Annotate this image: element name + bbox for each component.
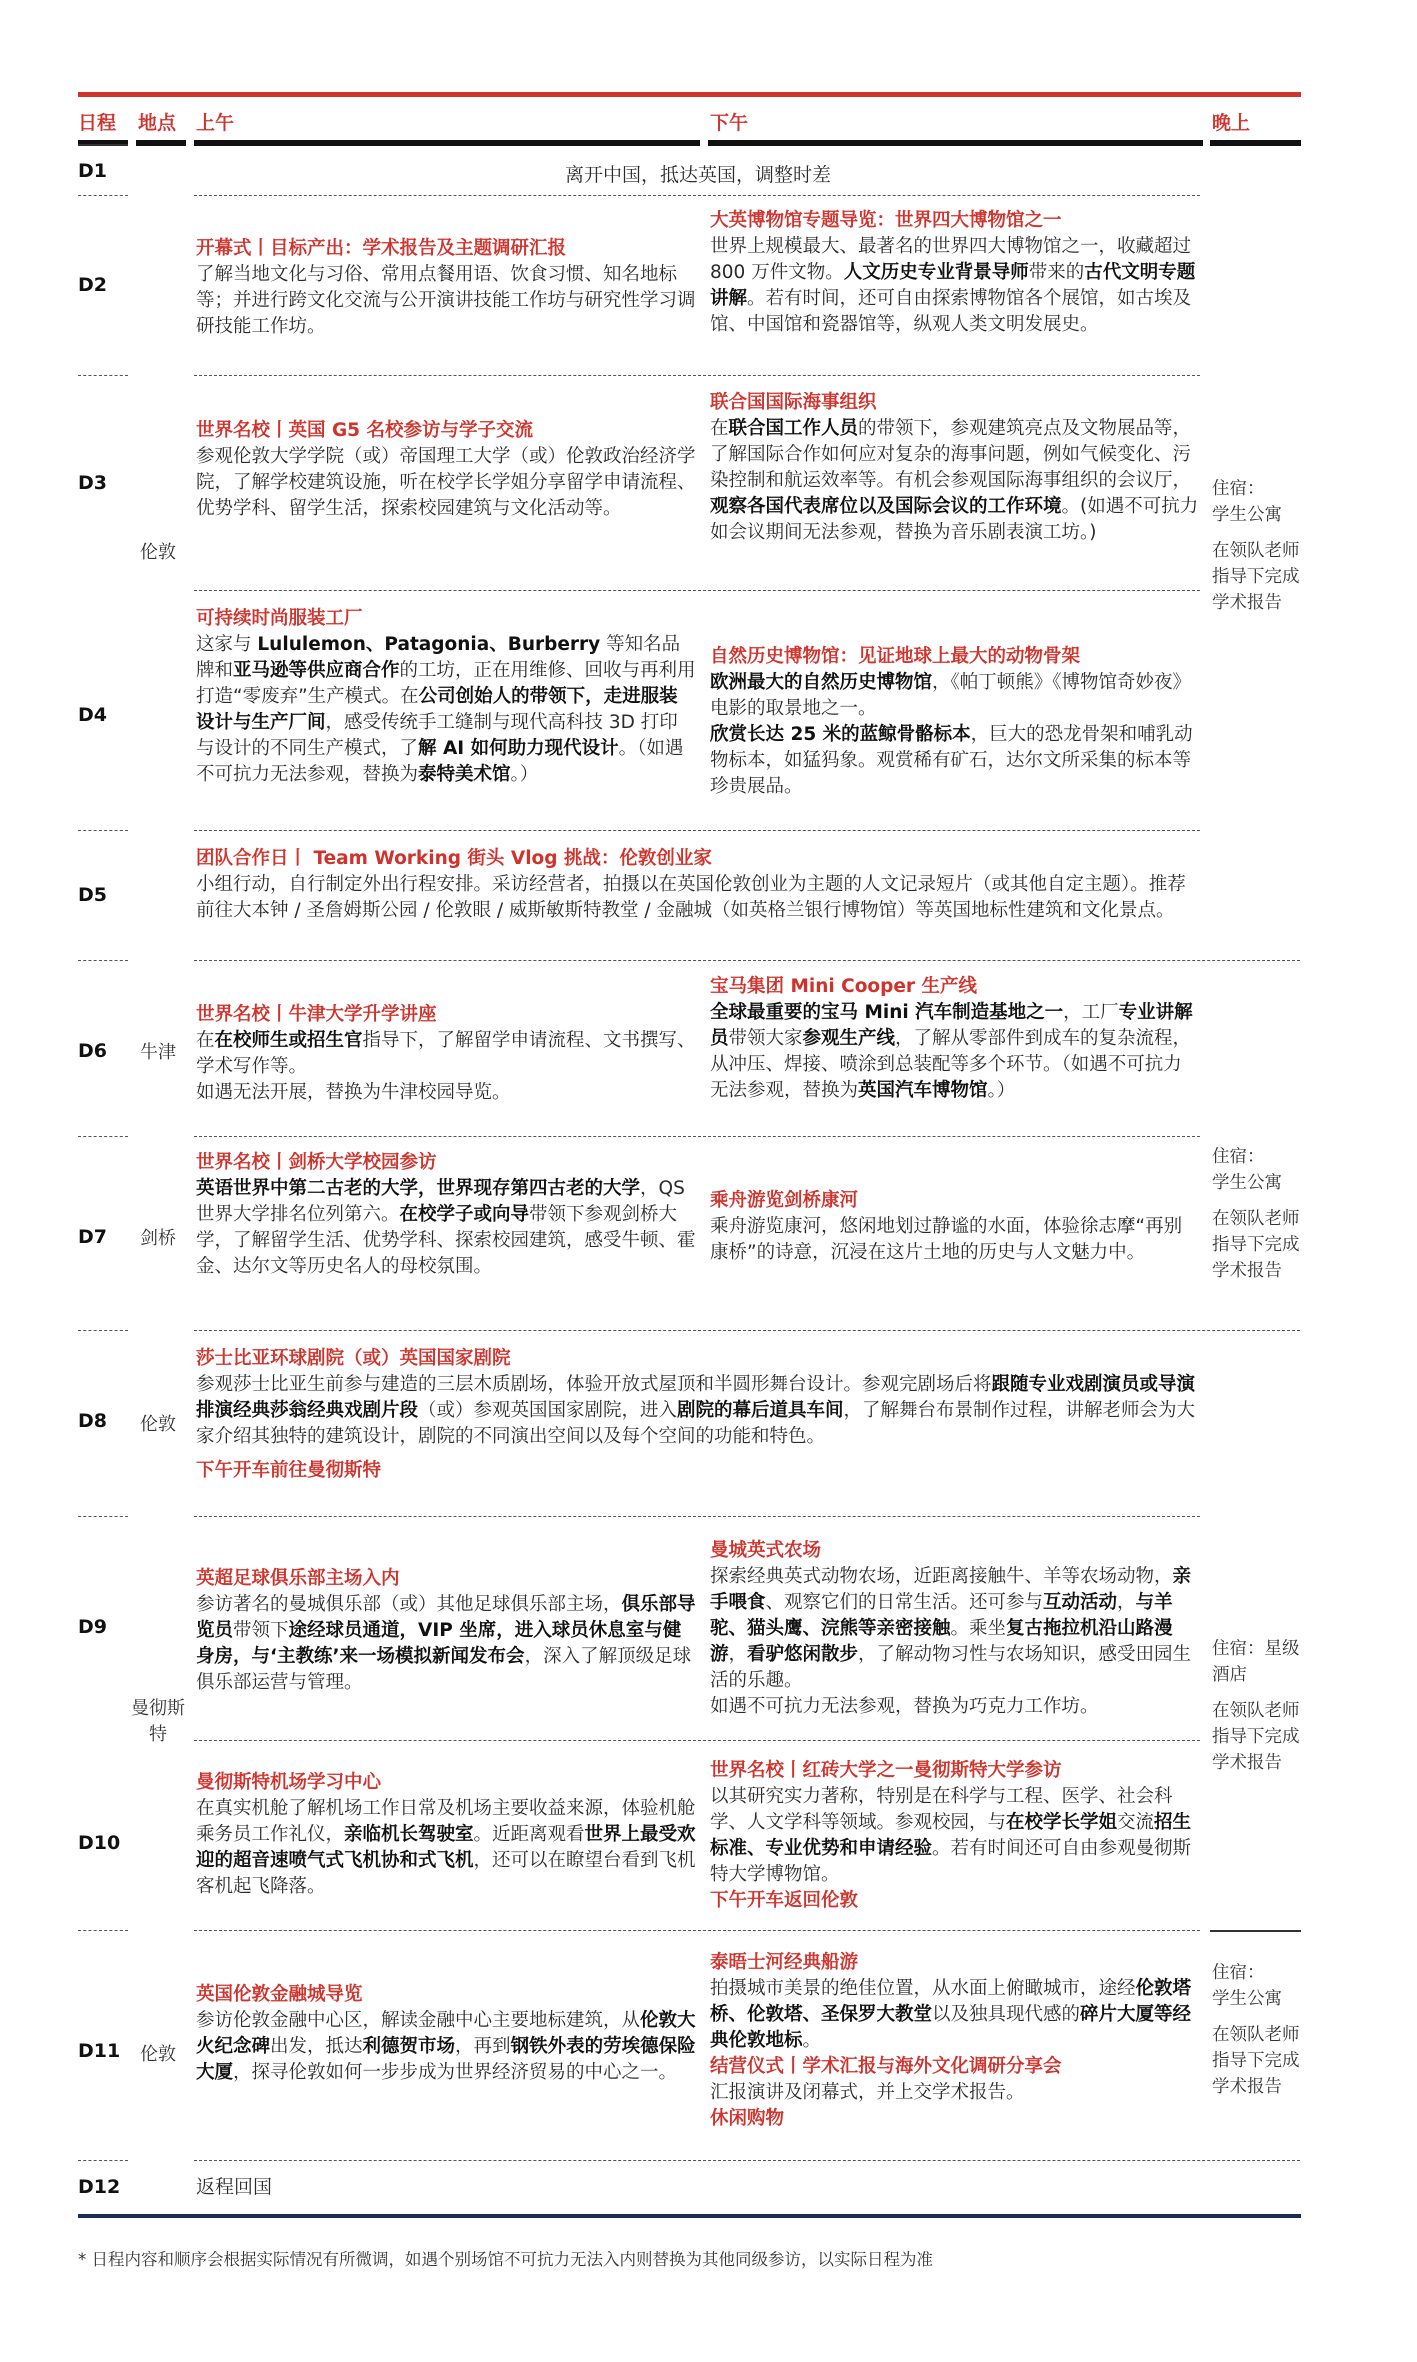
activity-text: 如遇不可抗力无法参观，替换为巧克力工作坊。 (710, 1696, 1099, 1717)
d2-afternoon (710, 208, 1200, 338)
lodging-label: 住宿： (1212, 1963, 1265, 1983)
row-separator (78, 1930, 128, 1931)
place-oxford: 牛津 (140, 1042, 176, 1063)
activity-text: 出发，抵达 (270, 2036, 363, 2057)
activity-text: 在 (196, 1030, 215, 1051)
d6-morning (196, 1002, 696, 1106)
highlight: 互动活动 (1043, 1592, 1118, 1613)
header-evening: 晚上 (1212, 112, 1251, 134)
header-rule (194, 140, 700, 146)
day-label: D7 (78, 1226, 107, 1248)
row-separator (194, 195, 1200, 196)
highlight: 参观生产线 (802, 1028, 896, 1049)
activity-title: 休闲购物 (710, 2108, 785, 2129)
d11-afternoon (710, 1950, 1200, 2132)
place-london: 伦敦 (140, 2044, 176, 2065)
highlight: 泰特美术馆 (418, 764, 511, 785)
d6-afternoon (710, 974, 1200, 1104)
highlight: 在校学子或向导 (399, 1204, 530, 1225)
activity-text: 以其研究实力著称，特别是在科学与工程、医学、社会科学、人文学科等领域。参观校园，与 (710, 1786, 1173, 1833)
activity-text: ， (728, 1644, 748, 1665)
day-label: D4 (78, 704, 107, 726)
day1-text: 离开中国，抵达英国，调整时差 (564, 164, 831, 186)
activity-text: ， (1117, 1592, 1136, 1613)
d4-morning (196, 606, 696, 788)
row-separator (78, 1136, 128, 1137)
activity-title: 团队合作日丨 Team Working 街头 Vlog 挑战：伦敦创业家 (196, 848, 712, 869)
activity-text: 在真实机舱了解机场工作日常及机场主要收益来源，体验机舱乘务员工作礼仪， (196, 1798, 696, 1845)
lodging-value: 学生公寓 (1212, 1173, 1282, 1193)
lodging-label: 住宿： (1212, 1147, 1265, 1167)
d7-morning (196, 1150, 696, 1280)
highlight: 看驴悠闲散步 (747, 1644, 859, 1665)
highlight: 亚马逊等供应商合作 (233, 660, 400, 681)
activity-text: 如遇无法开展，替换为牛津校园导览。 (196, 1082, 511, 1103)
highlight: 复古拖拉机沿山路漫游 (710, 1618, 1173, 1665)
row-separator (78, 195, 128, 196)
row-separator (194, 2160, 1300, 2161)
row-separator (194, 375, 1200, 376)
activity-text: 拍摄城市美景的绝佳位置，从水面上俯瞰城市，途经 (710, 1978, 1136, 1999)
highlight: 在校师生或招生官 (214, 1030, 363, 1051)
row-separator (78, 375, 128, 376)
day-label: D2 (78, 274, 107, 296)
highlight: 英国汽车博物馆 (858, 1080, 988, 1101)
activity-title: 乘舟游览剑桥康河 (710, 1190, 859, 1211)
activity-text: 乘舟游览康河，悠闲地划过静谧的水面，体验徐志摩“再别康桥”的诗意，沉浸在这片土地的历史与人文魅力中。 (710, 1216, 1183, 1263)
highlight: Lululemon、Patagonia、Burberry (257, 634, 601, 655)
activity-text: 世界上规模最大、最著名的世界四大博物馆之一，收藏超过 800 万件文物。 (710, 236, 1192, 283)
lodging-value: 学生公寓 (1212, 1989, 1282, 2009)
activity-text: ，QS 世界大学排名位列第六。 (196, 1178, 685, 1225)
activity-text: 这家与 (196, 634, 258, 655)
highlight: 古代文明专题讲解 (710, 262, 1196, 309)
header-morning: 上午 (196, 112, 235, 134)
day-label: D5 (78, 884, 107, 906)
row-separator (194, 960, 1300, 961)
row-separator (194, 1136, 1200, 1137)
activity-title: 英超足球俱乐部主场入内 (196, 1568, 400, 1589)
header-rule (708, 140, 1203, 146)
highlight: 公司创始人的带领下，走进服装设计与生产厂间 (196, 686, 678, 733)
evening-note (1212, 1960, 1302, 2100)
d11-morning (196, 1982, 696, 2086)
d9-afternoon (710, 1538, 1200, 1720)
activity-text: 。） (987, 1080, 1016, 1101)
row-separator (78, 830, 128, 831)
highlight: 专业讲解员 (710, 1002, 1193, 1049)
activity-title: 宝马集团 Mini Cooper 生产线 (710, 976, 977, 997)
d3-morning (196, 418, 696, 522)
d7-afternoon (710, 1188, 1200, 1266)
highlight: 英语世界中第二古老的大学，世界现存第四古老的大学 (196, 1178, 641, 1199)
activity-text: 小组行动，自行制定外出行程安排。采访经营者，拍摄以在英国伦敦创业为主题的人文记录短片（或其他自定主题）。推荐前往大本钟 / 圣詹姆斯公园 / 伦敦眼 / 威斯敏斯特教堂 / 金融城（如英格兰银行博物馆）等英国地标性建筑和文化景点。 (196, 874, 1186, 921)
d9-morning (196, 1566, 696, 1696)
row-separator (194, 1330, 1300, 1331)
lodging-value: 学生公寓 (1212, 505, 1282, 525)
evening-task: 在领队老师指导下完成学术报告 (1212, 1701, 1300, 1773)
lodging-label: 住宿：星级酒店 (1212, 1639, 1300, 1685)
highlight: 亲手喂食 (710, 1566, 1192, 1613)
activity-text: 。近距离观看 (473, 1824, 585, 1845)
activity-text: 等知名品牌和 (196, 634, 681, 681)
lodging-label: 住宿： (1212, 479, 1265, 499)
activity-text: 。(如遇不可抗力如会议期间无法参观，替换为音乐剧表演工坊。) (710, 496, 1199, 543)
highlight: 伦敦塔桥、伦敦塔、圣保罗大教堂 (710, 1978, 1192, 2025)
activity-text: ，还可以在瞭望台看到飞机客机起飞降落。 (196, 1850, 696, 1897)
header-rule (136, 140, 186, 146)
activity-text: ，深入了解顶级足球俱乐部运营与管理。 (196, 1646, 692, 1693)
activity-text: ，探寻伦敦如何一步步成为世界经济贸易的中心之一。 (233, 2062, 678, 2083)
activity-text: 带领大家 (728, 1028, 803, 1049)
place-manchester: 曼彻斯特 (131, 1698, 185, 1745)
row-separator (78, 1516, 128, 1517)
activity-title: 开幕式丨目标产出：学术报告及主题调研汇报 (196, 238, 567, 259)
day-label: D11 (78, 2040, 121, 2062)
highlight: 欣赏长达 25 米的蓝鲸骨骼标本 (710, 724, 971, 745)
highlight: 途经球员通道，VIP 坐席，进入球员休息室与健身房，与‘主教练’来一场模拟新闻发布会 (196, 1620, 682, 1667)
activity-title: 曼城英式农场 (710, 1540, 822, 1561)
activity-text: （或）参观英国国家剧院，进入 (418, 1400, 678, 1421)
day-label: D6 (78, 1040, 107, 1062)
place-london: 伦敦 (140, 1414, 176, 1435)
activity-text: 探索经典英式动物农场，近距离接触牛、羊等农场动物， (710, 1566, 1173, 1587)
highlight: 世界上最受欢迎的超音速喷气式飞机协和式飞机 (196, 1824, 696, 1871)
highlight: 钢铁外表的劳埃德保险大厦 (196, 2036, 696, 2083)
activity-text: 的工坊，正在用维修、回收与再利用打造“零废弃”生产模式。在 (196, 660, 696, 707)
header-place: 地点 (138, 112, 177, 134)
header-day: 日程 (78, 112, 117, 134)
d5-content (196, 846, 1201, 924)
d3-afternoon (710, 390, 1200, 546)
row-rule (78, 144, 128, 146)
row-separator (194, 590, 1200, 591)
activity-text: 汇报演讲及闭幕式，并上交学术报告。 (710, 2082, 1025, 2103)
activity-text: 带领下 (233, 1620, 289, 1641)
activity-title: 世界名校丨英国 G5 名校参访与学子交流 (196, 420, 533, 441)
bottom-rule (78, 2214, 1301, 2218)
row-separator (194, 1930, 1200, 1931)
highlight: 俱乐部导览员 (196, 1594, 696, 1641)
row-separator (194, 1516, 1200, 1517)
highlight: 与羊驼、猫头鹰、浣熊等亲密接触 (710, 1592, 1173, 1639)
activity-title: 大英博物馆专题导览：世界四大博物馆之一 (710, 210, 1062, 231)
d8-content (196, 1346, 1201, 1484)
highlight: 人文历史专业背景导师 (843, 262, 1029, 283)
highlight: 跟随专业戏剧演员或导演排演经典莎翁经典戏剧片段 (196, 1374, 1196, 1421)
row-separator (194, 830, 1200, 831)
activity-text: 。（如遇不可抗力无法参观，替换为 (196, 738, 684, 785)
highlight: 全球最重要的宝马 Mini 汽车制造基地之一 (710, 1002, 1064, 1023)
activity-title: 世界名校丨剑桥大学校园参访 (196, 1152, 437, 1173)
activity-text: 在 (710, 418, 729, 439)
activity-title: 英国伦敦金融城导览 (196, 1984, 363, 2005)
activity-title: 泰晤士河经典船游 (710, 1952, 859, 1973)
evening-note (1212, 1636, 1302, 1776)
top-accent-bar (78, 92, 1301, 97)
activity-title: 联合国国际海事组织 (710, 392, 877, 413)
d10-afternoon (710, 1758, 1200, 1914)
activity-title: 结营仪式丨学术汇报与海外文化调研分享会 (710, 2056, 1062, 2077)
activity-text: ，了解从零部件到成车的复杂流程，从冲压、焊接、喷涂到总装配等多个环节。（如遇不可抗力无法参观，替换为 (710, 1028, 1192, 1101)
activity-text: 参观莎士比亚生前参与建造的三层木质剧场，体验开放式屋顶和半圆形舞台设计。参观完剧场后将 (196, 1374, 992, 1395)
header-rule (1210, 140, 1301, 146)
activity-text: 参观伦敦大学学院（或）帝国理工大学（或）伦敦政治经济学院，了解学校建筑设施，听在校学长学姐分享留学申请流程、优势学科、留学生活，探索校园建筑与文化活动等。 (196, 446, 696, 519)
highlight: 招生标准、专业优势和申请经验 (710, 1812, 1192, 1859)
evening-task: 在领队老师指导下完成学术报告 (1212, 2025, 1300, 2097)
transfer-note: 下午开车前往曼彻斯特 (196, 1460, 382, 1481)
activity-text: 、观察它们的日常生活。还可参与 (765, 1592, 1044, 1613)
activity-title: 曼彻斯特机场学习中心 (196, 1772, 382, 1793)
d2-morning (196, 236, 696, 340)
day-label: D8 (78, 1410, 107, 1432)
activity-text: 带来的 (1028, 262, 1085, 283)
row-separator (194, 1740, 1200, 1741)
day-label: D12 (78, 2176, 121, 2198)
activity-text: 。 (802, 2030, 822, 2051)
activity-text: 的带领下，参观建筑亮点及文物展品等，了解国际合作如何应对复杂的海事问题，例如气候变化、污染控制和航运效率等。有机会参观国际海事组织的会议厅， (710, 418, 1192, 491)
day-label: D1 (78, 160, 107, 182)
day-label: D3 (78, 472, 107, 494)
activity-text: ，感受传统手工缝制与现代高科技 3D 打印与设计的不同生产模式，了 (196, 712, 678, 759)
highlight: 解 AI 如何助力现代设计 (418, 738, 619, 759)
evening-task: 在领队老师指导下完成学术报告 (1212, 541, 1300, 613)
d4-afternoon (710, 644, 1200, 800)
activity-text: 交流 (1117, 1812, 1155, 1833)
activity-text: 参访伦敦金融中心区，解读金融中心主要地标建筑，从 (196, 2010, 641, 2031)
row-separator (78, 2160, 128, 2161)
evening-note (1212, 476, 1302, 616)
activity-title: 世界名校丨牛津大学升学讲座 (196, 1004, 437, 1025)
activity-text: 。若有时间，还可自由探索博物馆各个展馆，如古埃及馆、中国馆和瓷器馆等，纵观人类文明发展史。 (710, 288, 1192, 335)
activity-title: 可持续时尚服装工厂 (196, 608, 363, 629)
row-rule (1210, 1930, 1301, 1932)
day-label: D9 (78, 1616, 107, 1638)
activity-text: ，了解舞台布景制作过程，讲解老师会为大家介绍其独特的建筑设计，剧院的不同演出空间以及每个空间的功能和特色。 (196, 1400, 1196, 1447)
highlight: 剧院的幕后道具车间 (677, 1400, 844, 1421)
activity-title: 世界名校丨红砖大学之一曼彻斯特大学参访 (710, 1760, 1062, 1781)
activity-text: 带领下参观剑桥大学，了解留学生活、优势学科、探索校园建筑，感受牛顿、霍金、达尔文等历史名人的母校氛围。 (196, 1204, 696, 1277)
evening-note (1212, 1144, 1302, 1284)
place-cambridge: 剑桥 (140, 1228, 176, 1249)
day12-text: 返程回国 (196, 2176, 273, 2198)
day-label: D10 (78, 1832, 121, 1854)
header-afternoon: 下午 (710, 112, 749, 134)
transfer-note: 下午开车返回伦敦 (710, 1890, 859, 1911)
activity-text: 。若有时间还可自由参观曼彻斯特大学博物馆。 (710, 1838, 1192, 1885)
activity-text: 指导下，了解留学申请流程、文书撰写、学术写作等。 (196, 1030, 696, 1077)
activity-title: 自然历史博物馆：见证地球上最大的动物骨架 (710, 646, 1081, 667)
activity-text: 了解当地文化与习俗、常用点餐用语、饮食习惯、知名地标等；并进行跨文化交流与公开演讲技能工作坊与研究性学习调研技能工作坊。 (196, 264, 696, 337)
activity-text: 参访著名的曼城俱乐部（或）其他足球俱乐部主场， (196, 1594, 622, 1615)
highlight: 利德贺市场 (362, 2036, 456, 2057)
highlight: 观察各国代表席位以及国际会议的工作环境 (710, 496, 1062, 517)
highlight: 碎片大厦等经典伦敦地标 (710, 2004, 1192, 2051)
highlight: 欧洲最大的自然历史博物馆 (710, 672, 933, 693)
footnote: * 日程内容和顺序会根据实际情况有所微调，如遇个别场馆不可抗力无法入内则替换为其他同级参访，以实际日程为准 (78, 2250, 933, 2269)
activity-text: ，工厂 (1063, 1002, 1119, 1023)
row-separator (78, 960, 128, 961)
highlight: 联合国工作人员 (728, 418, 859, 439)
activity-text: ，《帕丁顿熊》《博物馆奇妙夜》电影的取景地之一。 (710, 672, 1192, 719)
activity-text: ，再到 (455, 2036, 511, 2057)
highlight: 亲临机长驾驶室 (344, 1824, 474, 1845)
place-london: 伦敦 (140, 542, 176, 563)
activity-text: 。） (510, 764, 539, 785)
activity-text: 以及独具现代感的 (932, 2004, 1081, 2025)
d10-morning (196, 1770, 696, 1900)
activity-text: 。乘坐 (950, 1618, 1007, 1639)
activity-title: 莎士比亚环球剧院（或）英国国家剧院 (196, 1348, 511, 1369)
evening-task: 在领队老师指导下完成学术报告 (1212, 1209, 1300, 1281)
highlight: 伦敦大火纪念碑 (196, 2010, 696, 2057)
highlight: 在校学长学姐 (1006, 1812, 1118, 1833)
activity-text: ，巨大的恐龙骨架和哺乳动物标本，如猛犸象。观赏稀有矿石，达尔文所采集的标本等珍贵展品。 (710, 724, 1193, 797)
row-separator (78, 1330, 128, 1331)
activity-text: ，了解动物习性与农场知识，感受田园生活的乐趣。 (710, 1644, 1192, 1691)
